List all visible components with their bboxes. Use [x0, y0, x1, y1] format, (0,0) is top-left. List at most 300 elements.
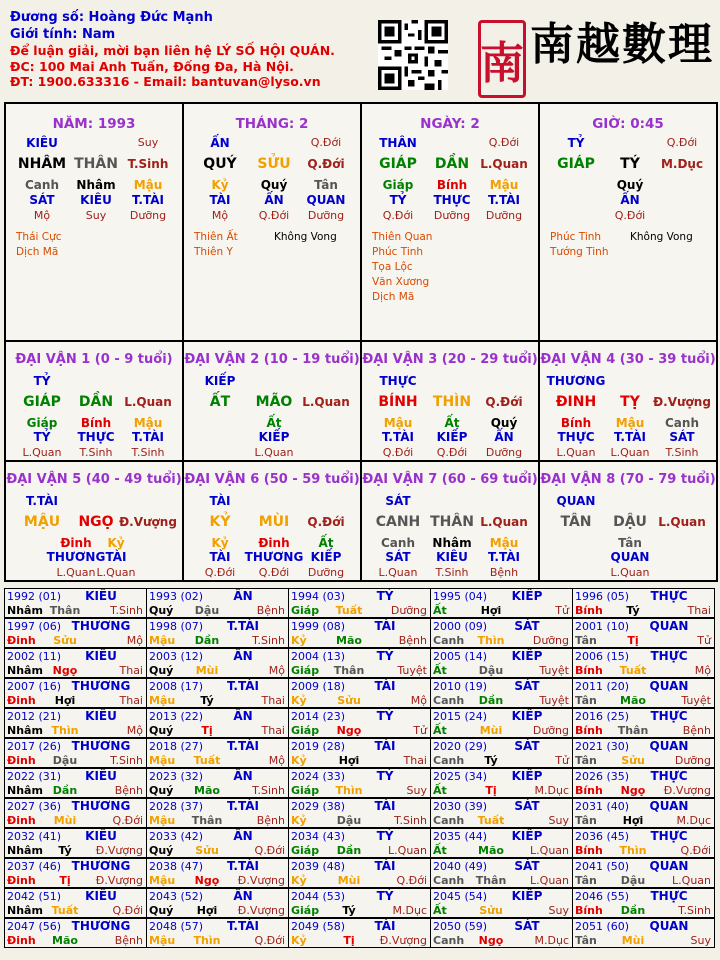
- year-stem: Canh: [433, 694, 465, 707]
- year-god: QUAN: [649, 859, 689, 873]
- luck-state: Q.Đới: [307, 515, 345, 529]
- year-state: T.Sinh: [252, 784, 285, 797]
- year-branch: Tị: [201, 724, 213, 737]
- luck-god: THỰC: [379, 374, 417, 388]
- year-stem: Giáp: [291, 904, 320, 917]
- luck-hidden-god: T.TÀI: [488, 550, 520, 564]
- year-cell[interactable]: [572, 708, 715, 738]
- pillar-branch-state: M.Dục: [660, 157, 704, 171]
- luck-period-2: [182, 340, 362, 462]
- luck-hidden-stem: Đinh: [258, 536, 290, 550]
- year-stem: Ất: [433, 664, 447, 677]
- year-stem: Ất: [433, 904, 447, 917]
- year-cell[interactable]: [146, 678, 289, 708]
- star-left: Thái Cực: [16, 231, 62, 243]
- year-cell[interactable]: [288, 918, 431, 948]
- year-stem: Bính: [575, 604, 603, 617]
- year-cell[interactable]: [430, 828, 573, 858]
- year-state: M.Dục: [392, 904, 427, 917]
- year-stem: Quý: [149, 604, 174, 617]
- year-stem: Nhâm: [7, 904, 43, 917]
- year-god: THƯƠNG: [71, 679, 131, 693]
- year-cell[interactable]: [430, 768, 573, 798]
- hidden-state: Q.Đới: [382, 209, 414, 222]
- year-god: KIÊU: [85, 589, 117, 603]
- luck-hidden-god: THƯƠNG: [46, 550, 106, 564]
- star-left: Phúc Tinh: [372, 246, 424, 258]
- year-stem: Ất: [433, 784, 447, 797]
- year-stem: Tân: [575, 694, 597, 707]
- luck-title: ĐẠI VẬN 7 (60 - 69 tuổi): [362, 472, 538, 487]
- luck-title: ĐẠI VẬN 2 (10 - 19 tuổi): [184, 352, 360, 367]
- year-god: TÀI: [374, 919, 396, 933]
- year-cell[interactable]: [288, 678, 431, 708]
- hidden-stem: Bính: [436, 178, 468, 192]
- year-cell[interactable]: [4, 888, 147, 918]
- star-left: Văn Xương: [372, 276, 430, 288]
- year-god: THỰC: [650, 889, 688, 903]
- year-stem: Đinh: [7, 934, 36, 947]
- luck-hidden-stem: Kỷ: [211, 536, 229, 550]
- year-cell[interactable]: [4, 798, 147, 828]
- year-label: 2017 (26): [7, 740, 62, 753]
- year-branch: Hợi: [196, 904, 218, 917]
- year-label: 2022 (31): [7, 770, 62, 783]
- pillar-stem: GIÁP: [379, 156, 417, 172]
- hidden-stem: Kỷ: [211, 178, 229, 192]
- year-stem: Kỷ: [291, 694, 307, 707]
- luck-period-6: [182, 460, 362, 582]
- luck-hidden-stem: Canh: [665, 416, 699, 430]
- year-cell[interactable]: [572, 678, 715, 708]
- year-cell[interactable]: [4, 738, 147, 768]
- year-god: KIÊU: [85, 829, 117, 843]
- year-state: Thai: [261, 724, 285, 737]
- star-left: Tọa Lộc: [372, 261, 413, 273]
- luck-hidden-stem: Mậu: [615, 416, 645, 430]
- year-cell[interactable]: [146, 888, 289, 918]
- luck-god: TỶ: [33, 374, 51, 388]
- year-branch: Dần: [478, 694, 504, 707]
- year-label: 2025 (34): [433, 770, 488, 783]
- year-stem: Kỷ: [291, 754, 307, 767]
- year-god: SÁT: [514, 919, 540, 933]
- year-god: KIÊU: [85, 709, 117, 723]
- year-god: THỰC: [650, 709, 688, 723]
- hidden-state: Suy: [85, 209, 107, 222]
- year-state: Bệnh: [398, 634, 427, 647]
- year-stem: Giáp: [291, 724, 320, 737]
- year-cell[interactable]: [572, 888, 715, 918]
- year-cell[interactable]: [430, 738, 573, 768]
- year-state: Suy: [690, 934, 711, 947]
- hidden-god: SÁT: [29, 193, 55, 207]
- year-branch: Mùi: [53, 814, 77, 827]
- year-branch: Tý: [484, 754, 498, 767]
- luck-god: QUAN: [556, 494, 596, 508]
- year-god: ẤN: [233, 769, 253, 783]
- owner-name: Đương số: Hoàng Đức Mạnh: [10, 10, 213, 25]
- luck-hidden-state: T.Sinh: [435, 566, 469, 579]
- year-branch: Thân: [191, 814, 223, 827]
- year-branch: Ngọ: [620, 784, 646, 797]
- year-cell[interactable]: [288, 828, 431, 858]
- luck-stem: MẬU: [23, 514, 61, 530]
- year-cell[interactable]: [146, 708, 289, 738]
- year-branch: Ngọ: [52, 664, 78, 677]
- year-branch: Hợi: [622, 814, 644, 827]
- luck-hidden-state: Q.Đới: [382, 446, 414, 459]
- pillar-branch-state: T.Sinh: [127, 157, 169, 171]
- year-cell[interactable]: [572, 648, 715, 678]
- year-branch: Dần: [336, 844, 362, 857]
- year-cell[interactable]: [146, 588, 289, 618]
- year-label: 2050 (59): [433, 920, 488, 933]
- year-label: 2012 (21): [7, 710, 62, 723]
- pillar-stem-state: Suy: [137, 136, 159, 149]
- luck-hidden-god: T.TÀI: [382, 430, 414, 444]
- year-state: Dưỡng: [532, 724, 569, 737]
- year-cell[interactable]: [146, 768, 289, 798]
- year-branch: Tuất: [51, 904, 79, 917]
- hidden-state: Mộ: [33, 209, 51, 222]
- luck-hidden-state: T.Sinh: [665, 446, 699, 459]
- year-god: QUAN: [649, 799, 689, 813]
- year-cell[interactable]: [572, 738, 715, 768]
- luck-branch: MÙI: [258, 514, 290, 530]
- year-state: Dưỡng: [674, 754, 711, 767]
- year-label: 2045 (54): [433, 890, 488, 903]
- pillar-branch-state: L.Quan: [480, 157, 528, 171]
- year-branch: Mão: [478, 844, 504, 857]
- year-stem: Canh: [433, 754, 465, 767]
- luck-hidden-stem: Canh: [381, 536, 415, 550]
- hidden-god: KIÊU: [80, 193, 112, 207]
- year-branch: Mão: [620, 694, 646, 707]
- year-cell[interactable]: [146, 918, 289, 948]
- year-stem: Kỷ: [291, 634, 307, 647]
- year-label: 2014 (23): [291, 710, 346, 723]
- year-god: TÀI: [374, 859, 396, 873]
- year-branch: Mão: [194, 784, 220, 797]
- luck-hidden-god: T.TÀI: [132, 430, 164, 444]
- year-label: 1996 (05): [575, 590, 630, 603]
- year-label: 1997 (06): [7, 620, 62, 633]
- year-cell[interactable]: [572, 918, 715, 948]
- year-cell[interactable]: [4, 678, 147, 708]
- year-cell[interactable]: [4, 618, 147, 648]
- year-state: Đ.Vượng: [379, 934, 427, 947]
- year-cell[interactable]: [146, 828, 289, 858]
- year-cell[interactable]: [572, 588, 715, 618]
- hidden-god: QUAN: [306, 193, 346, 207]
- year-god: SÁT: [514, 859, 540, 873]
- pillar-stem-state: Q.Đới: [310, 136, 342, 149]
- year-cell[interactable]: [572, 828, 715, 858]
- year-label: 2023 (32): [149, 770, 204, 783]
- year-cell[interactable]: [288, 618, 431, 648]
- year-stem: Quý: [149, 664, 174, 677]
- year-state: Mộ: [268, 664, 285, 677]
- year-state: Q.Đới: [112, 814, 143, 827]
- year-state: Thai: [261, 694, 285, 707]
- year-stem: Bính: [575, 904, 603, 917]
- luck-hidden-state: L.Quan: [378, 566, 418, 579]
- year-label: 2003 (12): [149, 650, 204, 663]
- year-label: 2031 (40): [575, 800, 630, 813]
- year-cell[interactable]: [4, 828, 147, 858]
- year-state: Bệnh: [682, 724, 711, 737]
- luck-state: Đ.Vượng: [653, 395, 711, 409]
- luck-god: TÀI: [209, 494, 231, 508]
- pillar-stem: NHÂM: [17, 156, 67, 172]
- year-label: 1993 (02): [149, 590, 204, 603]
- hidden-god: ẤN: [620, 193, 640, 207]
- hidden-god: TÀI: [209, 193, 231, 207]
- year-stem: Tân: [575, 814, 597, 827]
- year-branch: Hợi: [54, 694, 76, 707]
- hidden-stem: Tân: [314, 178, 338, 192]
- year-cell[interactable]: [288, 798, 431, 828]
- year-state: L.Quan: [530, 874, 569, 887]
- year-god: SÁT: [514, 619, 540, 633]
- pillar-3: [360, 102, 540, 342]
- year-state: Tuyệt: [539, 694, 569, 707]
- luck-hidden-state: T.Sinh: [131, 446, 165, 459]
- luck-title: ĐẠI VẬN 5 (40 - 49 tuổi): [6, 472, 182, 487]
- year-stem: Nhâm: [7, 664, 43, 677]
- hidden-stem: Giáp: [382, 178, 414, 192]
- year-cell[interactable]: [572, 618, 715, 648]
- year-cell[interactable]: [4, 858, 147, 888]
- pillar-branch: THÂN: [74, 156, 118, 172]
- pillar-stem-state: Q.Đới: [666, 136, 698, 149]
- luck-title: ĐẠI VẬN 6 (50 - 59 tuổi): [184, 472, 360, 487]
- year-cell[interactable]: [572, 768, 715, 798]
- year-branch: Tị: [485, 784, 497, 797]
- qr-code-icon[interactable]: [378, 20, 448, 90]
- year-label: 2027 (36): [7, 800, 62, 813]
- luck-hidden-god: THỰC: [77, 430, 115, 444]
- year-stem: Kỷ: [291, 934, 307, 947]
- year-state: Bệnh: [256, 814, 285, 827]
- year-branch: Dần: [620, 904, 646, 917]
- year-state: Q.Đới: [112, 904, 143, 917]
- luck-hidden-stem: Ất: [318, 536, 334, 550]
- year-state: Bệnh: [114, 784, 143, 797]
- year-state: Đ.Vượng: [663, 784, 711, 797]
- year-cell[interactable]: [146, 738, 289, 768]
- year-branch: Mùi: [479, 724, 503, 737]
- hidden-state: Q.Đới: [614, 209, 646, 222]
- year-god: THỰC: [650, 769, 688, 783]
- year-label: 2024 (33): [291, 770, 346, 783]
- year-state: M.Dục: [676, 814, 711, 827]
- year-god: KIẾP: [511, 709, 543, 723]
- year-stem: Nhâm: [7, 784, 43, 797]
- year-label: 2011 (20): [575, 680, 630, 693]
- year-cell[interactable]: [4, 708, 147, 738]
- year-label: 2043 (52): [149, 890, 204, 903]
- year-label: 2016 (25): [575, 710, 630, 723]
- year-cell[interactable]: [4, 768, 147, 798]
- year-label: 2018 (27): [149, 740, 204, 753]
- year-god: THƯƠNG: [71, 739, 131, 753]
- year-cell[interactable]: [572, 798, 715, 828]
- luck-hidden-state: L.Quan: [610, 566, 650, 579]
- year-branch: Tuất: [335, 604, 363, 617]
- year-cell[interactable]: [288, 768, 431, 798]
- hidden-state: Dưỡng: [433, 209, 471, 222]
- year-god: T.TÀI: [227, 739, 259, 753]
- luck-period-5: [4, 460, 184, 582]
- year-cell[interactable]: [288, 648, 431, 678]
- year-cell[interactable]: [430, 798, 573, 828]
- year-cell[interactable]: [146, 618, 289, 648]
- year-state: Thai: [687, 604, 711, 617]
- year-branch: Thân: [475, 874, 507, 887]
- year-branch: Mão: [52, 934, 78, 947]
- year-god: KIÊU: [85, 889, 117, 903]
- year-state: Tuyệt: [539, 664, 569, 677]
- year-label: 2033 (42): [149, 830, 204, 843]
- year-god: KIẾP: [511, 769, 543, 783]
- year-branch: Thìn: [335, 784, 363, 797]
- contact-phone-email: ĐT: 1900.633316 - Email: bantuvan@lyso.vn: [10, 74, 321, 89]
- year-state: Mộ: [694, 664, 711, 677]
- year-god: TỶ: [376, 769, 394, 783]
- luck-branch: TỴ: [620, 394, 640, 410]
- year-god: TÀI: [374, 679, 396, 693]
- owner-info: [10, 9, 380, 90]
- luck-branch: THÂN: [430, 514, 474, 530]
- year-god: TÀI: [374, 619, 396, 633]
- owner-gender: Giới tính: Nam: [10, 27, 116, 42]
- year-cell[interactable]: [430, 858, 573, 888]
- year-cell[interactable]: [4, 588, 147, 618]
- luck-hidden-god: ẤN: [494, 430, 514, 444]
- pillar-1: [4, 102, 184, 342]
- year-stem: Quý: [149, 784, 174, 797]
- year-cell[interactable]: [430, 618, 573, 648]
- year-state: Suy: [548, 904, 569, 917]
- year-label: 2006 (15): [575, 650, 630, 663]
- year-cell[interactable]: [430, 588, 573, 618]
- pillar-god: KIÊU: [26, 136, 58, 150]
- year-label: 2009 (18): [291, 680, 346, 693]
- year-god: THƯƠNG: [71, 799, 131, 813]
- year-stem: Quý: [149, 904, 174, 917]
- star-left: Tướng Tinh: [550, 246, 609, 258]
- year-stem: Đinh: [7, 754, 36, 767]
- year-cell[interactable]: [146, 648, 289, 678]
- year-cell[interactable]: [4, 918, 147, 948]
- year-branch: Tý: [342, 904, 356, 917]
- year-state: L.Quan: [530, 844, 569, 857]
- year-label: 2038 (47): [149, 860, 204, 873]
- hidden-stem: Nhâm: [76, 178, 116, 192]
- luck-branch: NGỌ: [78, 514, 114, 530]
- luck-title: ĐẠI VẬN 1 (0 - 9 tuổi): [15, 352, 173, 367]
- year-stem: Tân: [575, 754, 597, 767]
- year-state: Bệnh: [114, 934, 143, 947]
- year-cell[interactable]: [572, 858, 715, 888]
- year-cell[interactable]: [430, 678, 573, 708]
- luck-hidden-state: Bệnh: [489, 566, 519, 579]
- year-stem: Đinh: [7, 874, 36, 887]
- hidden-state: Q.Đới: [258, 209, 290, 222]
- year-label: 2030 (39): [433, 800, 488, 813]
- luck-hidden-state: Dưỡng: [307, 566, 345, 579]
- luck-hidden-state: L.Quan: [254, 446, 294, 459]
- year-branch: Thân: [49, 604, 81, 617]
- brand-logo: 南越數理: [530, 19, 714, 70]
- pillar-title: NGÀY: 2: [420, 116, 480, 132]
- year-state: Tuyệt: [397, 664, 427, 677]
- year-branch: Sửu: [479, 904, 503, 917]
- star-right: Không Vong: [274, 231, 337, 243]
- luck-hidden-god: TỶ: [33, 430, 51, 444]
- year-stem: Tân: [575, 934, 597, 947]
- luck-hidden-god: THƯƠNG: [244, 550, 304, 564]
- year-cell[interactable]: [430, 648, 573, 678]
- year-branch: Tý: [200, 694, 214, 707]
- year-branch: Sửu: [337, 694, 361, 707]
- year-state: Mộ: [268, 754, 285, 767]
- year-cell[interactable]: [288, 708, 431, 738]
- luck-hidden-stem: Mậu: [489, 536, 519, 550]
- year-stem: Tân: [575, 634, 597, 647]
- year-cell[interactable]: [146, 798, 289, 828]
- pillar-stem: GIÁP: [557, 156, 595, 172]
- year-stem: Bính: [575, 844, 603, 857]
- year-god: KIẾP: [511, 649, 543, 663]
- year-branch: Ngọ: [336, 724, 362, 737]
- header: [0, 0, 720, 100]
- pillar-4: [538, 102, 718, 342]
- year-cell[interactable]: [288, 738, 431, 768]
- year-label: 2000 (09): [433, 620, 488, 633]
- year-state: Dưỡng: [532, 634, 569, 647]
- year-cell[interactable]: [430, 918, 573, 948]
- star-left: Dịch Mã: [372, 291, 415, 303]
- year-cell[interactable]: [288, 888, 431, 918]
- year-cell[interactable]: [288, 858, 431, 888]
- year-label: 2007 (16): [7, 680, 62, 693]
- year-label: 1994 (03): [291, 590, 346, 603]
- contact-address: ĐC: 100 Mai Anh Tuấn, Đống Đa, Hà Nội.: [10, 58, 294, 74]
- year-stem: Mậu: [149, 814, 176, 827]
- luck-state: L.Quan: [302, 395, 350, 409]
- year-branch: Dần: [194, 634, 220, 647]
- luck-hidden-god: SÁT: [385, 550, 411, 564]
- year-state: Mộ: [410, 694, 427, 707]
- year-cell[interactable]: [4, 648, 147, 678]
- year-god: QUAN: [649, 739, 689, 753]
- year-cell[interactable]: [146, 858, 289, 888]
- luck-hidden-stem: Nhâm: [432, 536, 472, 550]
- year-stem: Giáp: [291, 604, 320, 617]
- year-cell[interactable]: [430, 708, 573, 738]
- pillar-branch: SỬU: [257, 156, 291, 172]
- year-cell[interactable]: [288, 588, 431, 618]
- year-stem: Mậu: [149, 634, 176, 647]
- year-cell[interactable]: [430, 888, 573, 918]
- year-label: 2020 (29): [433, 740, 488, 753]
- year-branch: Dậu: [478, 664, 504, 677]
- year-branch: Tị: [343, 934, 355, 947]
- luck-stem: ẤT: [209, 394, 231, 410]
